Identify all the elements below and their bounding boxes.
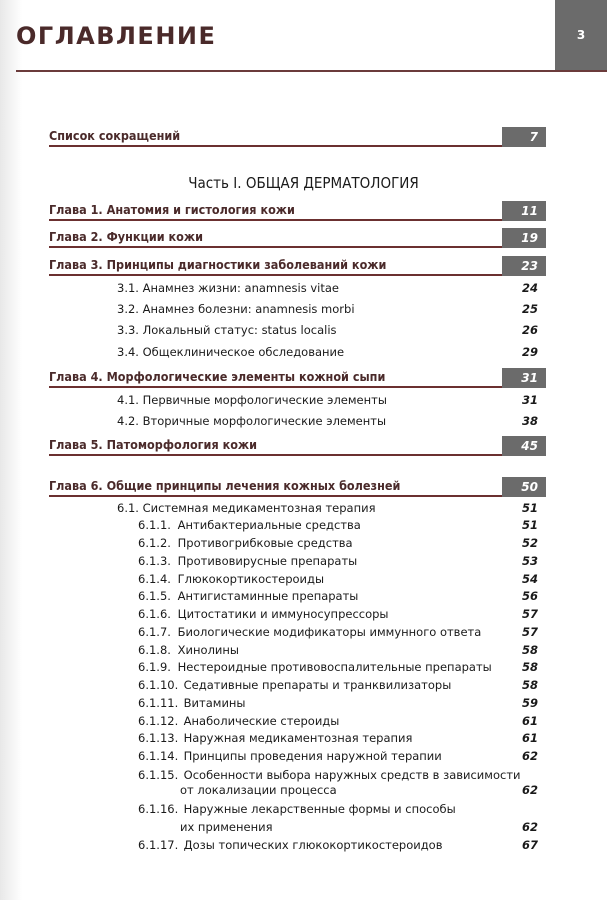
toc-item-number: 6.1.10. (138, 678, 179, 692)
toc-item-number: 6.1.12. (138, 714, 179, 728)
toc-item[interactable] (138, 766, 546, 782)
toc-item-label: Наружная медикаментозная терапия (183, 731, 413, 745)
toc-item-number: 6.1.11. (138, 696, 179, 710)
toc-item-number: 4.2. (117, 414, 139, 428)
toc-item-label: Анамнез жизни: anamnesis vitae (142, 281, 339, 295)
toc-chapter-page: 31 (502, 368, 546, 388)
toc-item-number: 6.1.4. (138, 572, 171, 586)
toc-item-page: 25 (521, 302, 538, 316)
page-number-badge (555, 0, 607, 70)
toc-item[interactable] (138, 552, 546, 568)
toc-chapter-label: Глава 2. Функции кожи (49, 229, 203, 244)
toc-item[interactable] (138, 747, 546, 763)
toc-item[interactable] (138, 516, 546, 532)
toc-item-label: Хинолины (177, 643, 239, 657)
toc-chapter-3[interactable] (49, 256, 546, 276)
toc-item-page: 62 (521, 820, 538, 834)
toc-item[interactable] (117, 321, 546, 337)
toc-entry-abbreviations[interactable] (49, 127, 546, 147)
toc-item-label: Системная медикаментозная терапия (142, 501, 376, 515)
toc-item[interactable] (138, 676, 546, 692)
toc-chapter-5[interactable] (49, 436, 546, 456)
toc-item-label: Наружные лекарственные формы и способы (183, 802, 456, 816)
toc-item-number: 6.1.2. (138, 536, 171, 550)
toc-item-label: Витамины (183, 696, 246, 710)
toc-item-label: Антигистаминные препараты (177, 589, 359, 603)
toc-item-label: Нестероидные противовоспалительные препараты (177, 660, 492, 674)
toc-item-number: 6.1.7. (138, 625, 171, 639)
page-edge-shadow (0, 0, 22, 900)
toc-item[interactable] (117, 412, 546, 428)
toc-item-number: 6.1.9. (138, 660, 171, 674)
toc-item-continuation[interactable] (180, 781, 546, 797)
toc-item-page: 59 (521, 696, 538, 710)
toc-item[interactable] (138, 570, 546, 586)
toc-chapter-2[interactable] (49, 228, 546, 248)
toc-item-page: 51 (521, 518, 538, 532)
toc-item-number: 6.1.13. (138, 731, 179, 745)
toc-item-label: Анаболические стероиды (183, 714, 340, 728)
toc-chapter-label: Глава 4. Морфологические элементы кожной сыпи (49, 369, 386, 384)
toc-item-number: 6.1.6. (138, 607, 171, 621)
page-title: ОГЛАВЛЕНИЕ (16, 22, 217, 50)
toc-item-number: 4.1. (117, 393, 139, 407)
toc-chapter-6[interactable] (49, 477, 546, 497)
toc-item[interactable] (138, 836, 546, 852)
header-divider (16, 70, 607, 72)
toc-item-number: 6.1.14. (138, 749, 179, 763)
toc-item[interactable] (138, 729, 546, 745)
toc-item-page: 56 (521, 589, 538, 603)
toc-item-page: 62 (521, 749, 538, 763)
toc-item-page: 61 (521, 731, 538, 745)
toc-item-label: Первичные морфологические элементы (142, 393, 387, 407)
toc-item-page: 26 (521, 323, 538, 337)
toc-item[interactable] (138, 800, 546, 816)
toc-item-page: 58 (521, 660, 538, 674)
toc-chapter-page: 11 (502, 201, 546, 221)
toc-item-label-continued: их применения (180, 820, 273, 834)
toc-item-label: Биологические модификаторы иммунного ответа (177, 625, 482, 639)
toc-chapter-label: Глава 5. Патоморфология кожи (49, 437, 258, 452)
toc-chapter-4[interactable] (49, 368, 546, 388)
toc-item-label: Цитостатики и иммуносупрессоры (177, 607, 389, 621)
toc-item-number: 3.3. (117, 323, 139, 337)
toc-item-page: 62 (521, 783, 538, 797)
toc-item-label: Глюкокортикостероиды (177, 572, 325, 586)
toc-item-number: 6.1.3. (138, 554, 171, 568)
toc-item-label: Противогрибковые средства (177, 536, 353, 550)
toc-item-number: 6.1. (117, 501, 139, 515)
toc-item-number: 6.1.5. (138, 589, 171, 603)
toc-item-page: 51 (521, 501, 538, 515)
toc-item-label: Особенности выбора наружных средств в зависимости (183, 768, 521, 782)
toc-item-label: Седативные препараты и транквилизаторы (183, 678, 452, 692)
toc-item-label: Антибактериальные средства (177, 518, 361, 532)
toc-item-page: 53 (521, 554, 538, 568)
toc-item-label: Общеклиническое обследование (142, 345, 345, 359)
toc-item-page: 57 (521, 625, 538, 639)
toc-item-label: Противовирусные препараты (177, 554, 358, 568)
page-number: 3 (576, 28, 586, 42)
toc-item-page: 31 (521, 393, 538, 407)
toc-item-number: 6.1.16. (138, 802, 179, 816)
toc-chapter-page: 19 (502, 228, 546, 248)
toc-item-label-continued: от локализации процесса (180, 783, 337, 797)
toc-item-number: 6.1.8. (138, 643, 171, 657)
toc-item-page: 58 (521, 643, 538, 657)
toc-item-page: 67 (521, 838, 538, 852)
toc-item-number: 6.1.15. (138, 768, 179, 782)
toc-chapter-label: Глава 3. Принципы диагностики заболеваний кожи (49, 257, 387, 272)
toc-item-number: 6.1.1. (138, 518, 171, 532)
toc-item-continuation[interactable] (180, 818, 546, 834)
toc-item-page: 54 (521, 572, 538, 586)
toc-item-page: 24 (521, 281, 538, 295)
toc-item[interactable] (117, 391, 546, 407)
toc-item[interactable] (117, 343, 546, 359)
toc-chapter-label: Глава 6. Общие принципы лечения кожных болезней (49, 478, 401, 493)
toc-item-label: Локальный статус: status localis (142, 323, 337, 337)
toc-item-page: 52 (521, 536, 538, 550)
toc-item-page: 29 (521, 345, 538, 359)
toc-item[interactable] (117, 300, 546, 316)
toc-item[interactable] (138, 587, 546, 603)
toc-entry-label: Список сокращений (49, 128, 181, 143)
toc-item[interactable] (138, 623, 546, 639)
toc-entry-page: 7 (502, 127, 546, 147)
toc-item-label: Принципы проведения наружной терапии (183, 749, 442, 763)
toc-chapter-1[interactable] (49, 201, 546, 221)
toc-item-number: 3.4. (117, 345, 139, 359)
toc-item-number: 3.2. (117, 302, 139, 316)
toc-item[interactable] (138, 694, 546, 710)
toc-item-page: 58 (521, 678, 538, 692)
toc-item[interactable] (138, 641, 546, 657)
toc-chapter-page: 50 (502, 477, 546, 497)
toc-item[interactable] (138, 534, 546, 550)
toc-item-page: 38 (521, 414, 538, 428)
part-heading: Часть I. ОБЩАЯ ДЕРМАТОЛОГИЯ (188, 174, 419, 192)
toc-item-number: 3.1. (117, 281, 139, 295)
toc-chapter-page: 45 (502, 436, 546, 456)
toc-item[interactable] (117, 279, 546, 295)
toc-item[interactable] (117, 499, 546, 515)
toc-item-label: Анамнез болезни: anamnesis morbi (142, 302, 355, 316)
toc-item-page: 61 (521, 714, 538, 728)
toc-item-label: Дозы топических глюкокортикостероидов (183, 838, 443, 852)
toc-chapter-page: 23 (502, 256, 546, 276)
toc-item[interactable] (138, 605, 546, 621)
toc-chapter-label: Глава 1. Анатомия и гистология кожи (49, 202, 295, 217)
toc-item[interactable] (138, 712, 546, 728)
toc-item[interactable] (138, 658, 546, 674)
toc-item-label: Вторичные морфологические элементы (142, 414, 387, 428)
toc-item-number: 6.1.17. (138, 838, 179, 852)
toc-item-page: 57 (521, 607, 538, 621)
